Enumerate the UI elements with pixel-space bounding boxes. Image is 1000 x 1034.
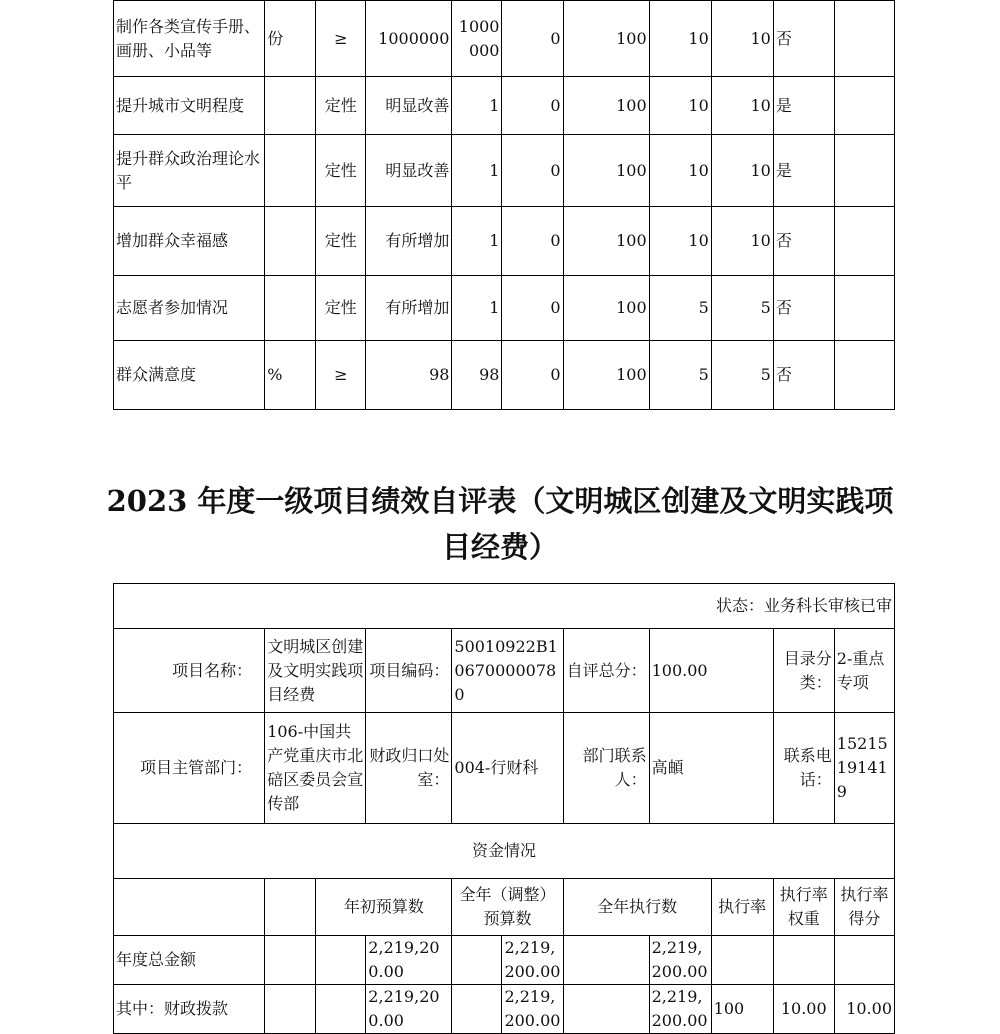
table-row <box>114 985 895 1034</box>
funds-header-blank <box>265 879 316 936</box>
phone-value: 15215191419 <box>834 713 894 824</box>
empty-cell <box>834 936 894 985</box>
row-fiscal-score: 10.00 <box>834 985 894 1034</box>
indicator-flag: 否 <box>773 1 834 77</box>
table-row <box>114 207 895 276</box>
row-total-initial: 2,219,200.00 <box>366 936 452 985</box>
empty-cell <box>452 985 502 1034</box>
col-executed-header: 全年执行数 <box>563 879 711 936</box>
indicator-value: 0 <box>502 276 563 341</box>
indicator-value: 5 <box>711 341 773 410</box>
indicator-value: 10 <box>711 135 773 207</box>
indicator-actual: 1 <box>452 276 502 341</box>
self-score-value: 100.00 <box>649 629 773 713</box>
indicator-flag: 否 <box>773 341 834 410</box>
indicator-operator: ≥ <box>316 341 366 410</box>
category-label: 目录分类： <box>773 629 834 713</box>
funds-heading-row <box>114 824 895 879</box>
empty-cell <box>711 936 773 985</box>
finance-value: 004-行财科 <box>452 713 563 824</box>
empty-cell <box>265 985 316 1034</box>
indicator-actual: 1 <box>452 207 502 276</box>
table-row <box>114 341 895 410</box>
indicator-note <box>834 135 894 207</box>
indicator-unit: 份 <box>265 1 316 77</box>
table-row <box>114 276 895 341</box>
funds-heading: 资金情况 <box>114 824 895 879</box>
table-row <box>114 77 895 135</box>
indicator-value: 100 <box>563 341 649 410</box>
empty-cell <box>773 936 834 985</box>
indicator-flag: 是 <box>773 135 834 207</box>
indicator-operator: ≥ <box>316 1 366 77</box>
dept-value: 106-中国共产党重庆市北碚区委员会宣传部 <box>265 713 366 824</box>
indicator-value: 10 <box>711 77 773 135</box>
status-text: 状态：业务科长审核已审 <box>114 584 895 629</box>
indicator-name: 增加群众幸福感 <box>114 207 265 276</box>
indicator-value: 100 <box>563 1 649 77</box>
table-row <box>114 936 895 985</box>
empty-cell <box>265 936 316 985</box>
indicator-note <box>834 341 894 410</box>
status-row <box>114 584 895 629</box>
empty-cell <box>563 985 649 1034</box>
contact-label: 部门联系人： <box>563 713 649 824</box>
indicator-target: 明显改善 <box>366 77 452 135</box>
indicator-flag: 是 <box>773 77 834 135</box>
indicator-target: 1000000 <box>366 1 452 77</box>
indicator-value: 5 <box>649 341 711 410</box>
indicator-note <box>834 77 894 135</box>
phone-label: 联系电话： <box>773 713 834 824</box>
row-fiscal-label: 其中：财政拨款 <box>114 985 265 1034</box>
indicator-target: 有所增加 <box>366 276 452 341</box>
dept-label: 项目主管部门： <box>114 713 265 824</box>
indicator-value: 0 <box>502 135 563 207</box>
indicator-flag: 否 <box>773 276 834 341</box>
indicator-value: 0 <box>502 1 563 77</box>
indicator-value: 100 <box>563 207 649 276</box>
indicator-value: 100 <box>563 276 649 341</box>
self-score-label: 自评总分： <box>563 629 649 713</box>
indicator-table <box>113 0 895 410</box>
indicator-value: 0 <box>502 77 563 135</box>
row-fiscal-adjusted: 2,219,200.00 <box>502 985 563 1034</box>
indicator-value: 10 <box>649 77 711 135</box>
indicator-operator: 定性 <box>316 207 366 276</box>
indicator-unit: % <box>265 341 316 410</box>
indicator-actual: 1 <box>452 135 502 207</box>
indicator-value: 100 <box>563 77 649 135</box>
indicator-flag: 否 <box>773 207 834 276</box>
empty-cell <box>316 985 366 1034</box>
indicator-actual: 1000000 <box>452 1 502 77</box>
empty-cell <box>452 936 502 985</box>
indicator-name: 提升群众政治理论水平 <box>114 135 265 207</box>
indicator-operator: 定性 <box>316 135 366 207</box>
indicator-value: 10 <box>649 207 711 276</box>
col-rate-header: 执行率 <box>711 879 773 936</box>
funds-header-row <box>114 879 895 936</box>
evaluation-table <box>113 583 895 1034</box>
category-value: 2-重点专项 <box>834 629 894 713</box>
col-score-header: 执行率得分 <box>834 879 894 936</box>
indicator-name: 制作各类宣传手册、画册、小品等 <box>114 1 265 77</box>
indicator-unit <box>265 77 316 135</box>
dept-info-row <box>114 713 895 824</box>
table-row <box>114 135 895 207</box>
row-fiscal-executed: 2,219,200.00 <box>649 985 711 1034</box>
project-info-row <box>114 629 895 713</box>
indicator-unit <box>265 276 316 341</box>
project-name-label: 项目名称： <box>114 629 265 713</box>
indicator-target: 明显改善 <box>366 135 452 207</box>
indicator-value: 10 <box>711 1 773 77</box>
row-total-executed: 2,219,200.00 <box>649 936 711 985</box>
indicator-value: 10 <box>711 207 773 276</box>
row-fiscal-initial: 2,219,200.00 <box>366 985 452 1034</box>
indicator-name: 提升城市文明程度 <box>114 77 265 135</box>
project-name-value: 文明城区创建及文明实践项目经费 <box>265 629 366 713</box>
indicator-unit <box>265 135 316 207</box>
indicator-operator: 定性 <box>316 77 366 135</box>
col-initial-header: 年初预算数 <box>316 879 452 936</box>
finance-label: 财政归口处室： <box>366 713 452 824</box>
indicator-value: 100 <box>563 135 649 207</box>
empty-cell <box>563 936 649 985</box>
indicator-operator: 定性 <box>316 276 366 341</box>
row-fiscal-weight: 10.00 <box>773 985 834 1034</box>
indicator-value: 0 <box>502 341 563 410</box>
row-total-adjusted: 2,219,200.00 <box>502 936 563 985</box>
row-total-label: 年度总金额 <box>114 936 265 985</box>
project-code-label: 项目编码： <box>366 629 452 713</box>
contact-value: 高頔 <box>649 713 773 824</box>
indicator-value: 5 <box>649 276 711 341</box>
indicator-value: 5 <box>711 276 773 341</box>
indicator-note <box>834 207 894 276</box>
indicator-target: 98 <box>366 341 452 410</box>
col-weight-header: 执行率权重 <box>773 879 834 936</box>
col-adjusted-header: 全年（调整）预算数 <box>452 879 563 936</box>
row-fiscal-rate: 100 <box>711 985 773 1034</box>
indicator-value: 10 <box>649 1 711 77</box>
funds-header-blank <box>114 879 265 936</box>
project-code-value: 50010922B106700000780 <box>452 629 563 713</box>
indicator-target: 有所增加 <box>366 207 452 276</box>
indicator-value: 10 <box>649 135 711 207</box>
indicator-note <box>834 276 894 341</box>
indicator-actual: 1 <box>452 77 502 135</box>
table-row <box>114 1 895 77</box>
indicator-name: 志愿者参加情况 <box>114 276 265 341</box>
indicator-unit <box>265 207 316 276</box>
indicator-name: 群众满意度 <box>114 341 265 410</box>
empty-cell <box>316 936 366 985</box>
indicator-actual: 98 <box>452 341 502 410</box>
indicator-note <box>834 1 894 77</box>
indicator-value: 0 <box>502 207 563 276</box>
page-title: 2023 年度一级项目绩效自评表（文明城区创建及文明实践项目经费） <box>106 484 894 564</box>
